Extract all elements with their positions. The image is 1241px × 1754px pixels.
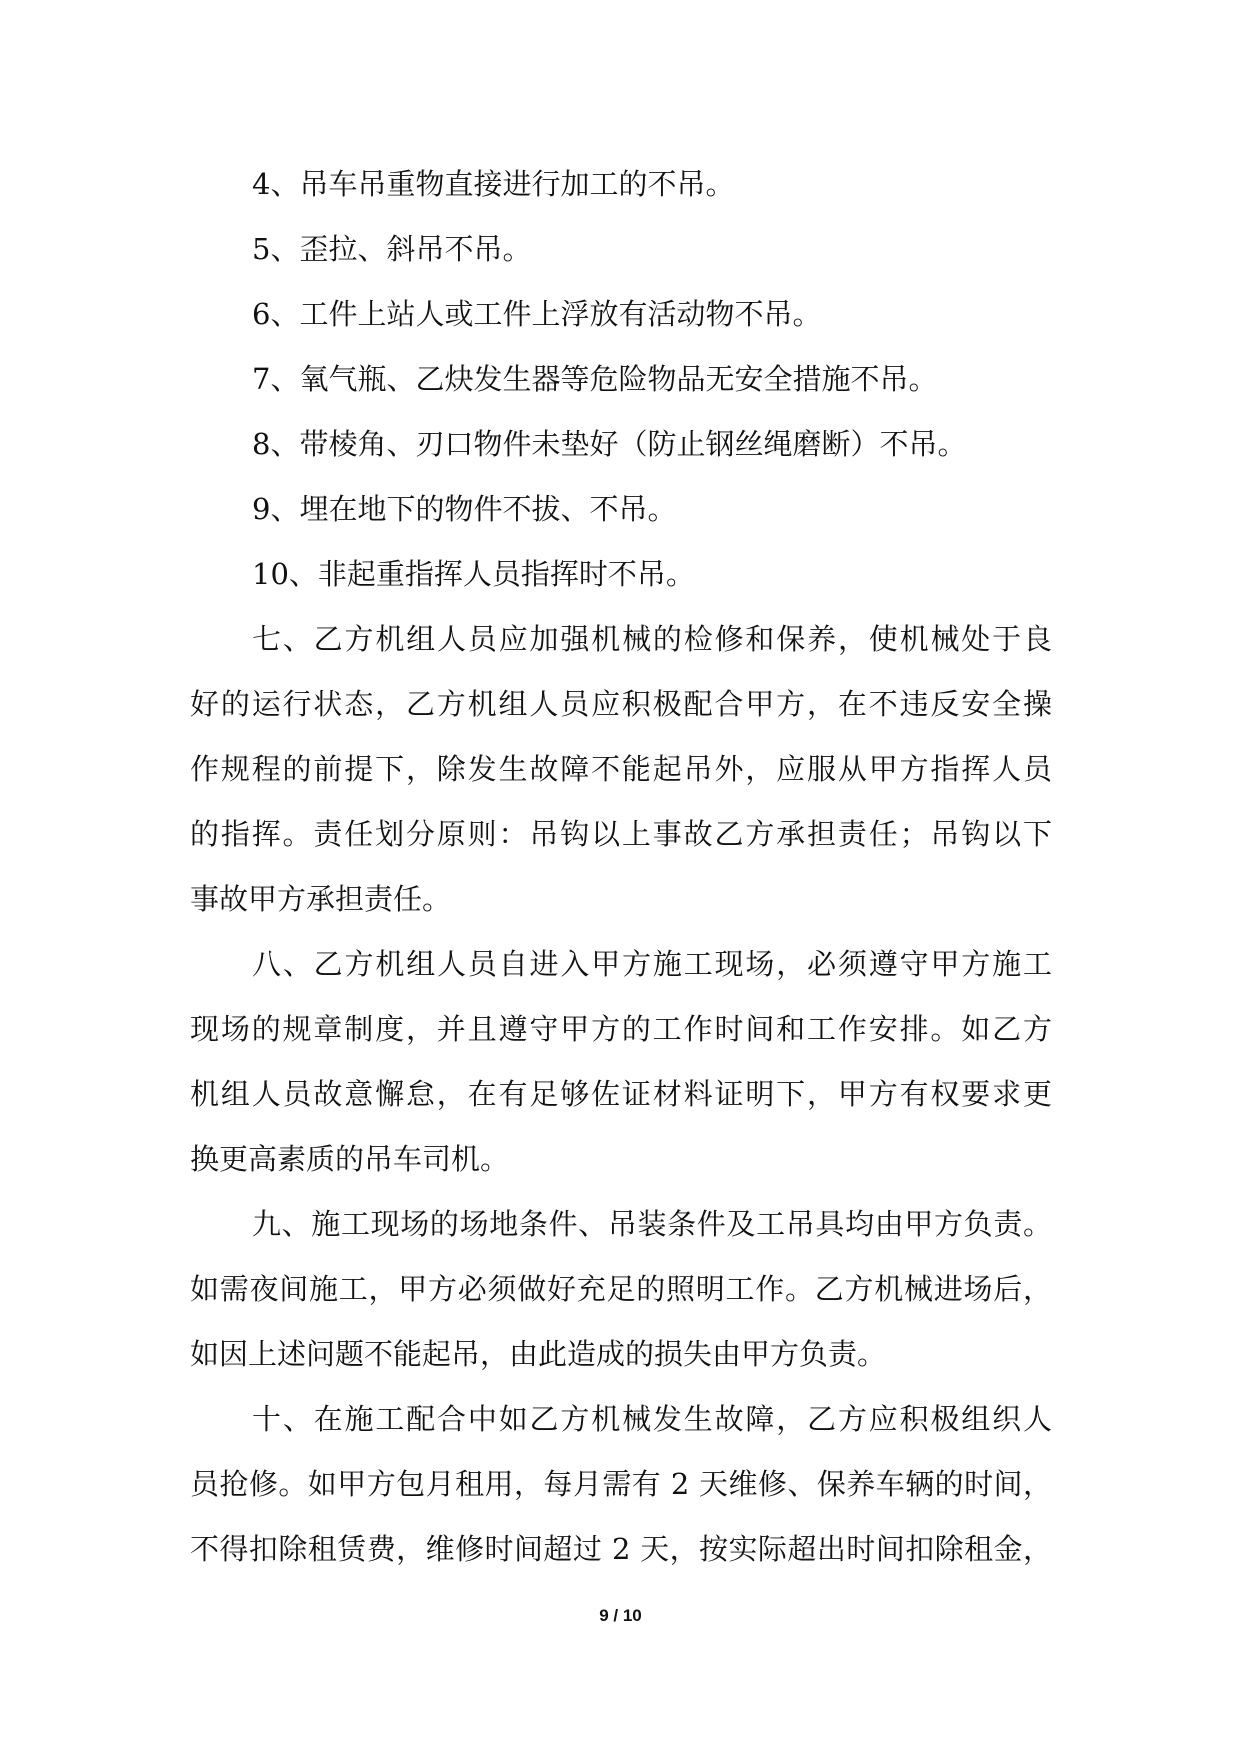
list-item-4: 4、吊车吊重物直接进行加工的不吊。: [252, 167, 735, 201]
clause-7-line-5: 事故甲方承担责任。: [190, 882, 452, 916]
clause-7-line-1: 七、乙方机组人员应加强机械的检修和保养，使机械处于良: [252, 622, 1052, 656]
clause-9-line-1: 九、施工现场的场地条件、吊装条件及工吊具均由甲方负责。: [252, 1207, 1052, 1241]
list-item-6: 6、工件上站人或工件上浮放有活动物不吊。: [252, 297, 822, 331]
list-item-5: 5、歪拉、斜吊不吊。: [252, 232, 532, 266]
clause-8-line-4: 换更高素质的吊车司机。: [190, 1142, 510, 1176]
list-item-9: 9、埋在地下的物件不拔、不吊。: [252, 492, 677, 526]
clause-8-line-1: 八、乙方机组人员自进入甲方施工现场，必须遵守甲方施工: [252, 947, 1052, 981]
clause-9-line-3: 如因上述问题不能起吊，由此造成的损失由甲方负责。: [190, 1337, 887, 1371]
list-item-10: 10、非起重指挥人员指挥时不吊。: [252, 557, 695, 591]
clause-7-line-3: 作规程的前提下，除发生故障不能起吊外，应服从甲方指挥人员: [190, 752, 1052, 786]
clause-10-line-3: 不得扣除租赁费，维修时间超过 2 天，按实际超出时间扣除租金，: [190, 1532, 1052, 1566]
clause-7-line-2: 好的运行状态，乙方机组人员应积极配合甲方，在不违反安全操: [190, 687, 1052, 721]
clause-8-line-3: 机组人员故意懈怠，在有足够佐证材料证明下，甲方有权要求更: [190, 1077, 1052, 1111]
clause-10-line-1: 十、在施工配合中如乙方机械发生故障，乙方应积极组织人: [252, 1402, 1052, 1436]
list-item-8: 8、带棱角、刃口物件未垫好（防止钢丝绳磨断）不吊。: [252, 427, 967, 461]
clause-8-line-2: 现场的规章制度，并且遵守甲方的工作时间和工作安排。如乙方: [190, 1012, 1052, 1046]
page-number: 9 / 10: [599, 1606, 642, 1625]
clause-9-line-2: 如需夜间施工，甲方必须做好充足的照明工作。乙方机械进场后，: [190, 1272, 1052, 1306]
list-item-7: 7、氧气瓶、乙炔发生器等危险物品无安全措施不吊。: [252, 362, 938, 396]
clause-10-line-2: 员抢修。如甲方包月租用，每月需有 2 天维修、保养车辆的时间，: [190, 1467, 1052, 1501]
document-body: [190, 152, 1052, 1582]
clause-7-line-4: 的指挥。责任划分原则：吊钩以上事故乙方承担责任；吊钩以下: [190, 817, 1052, 851]
